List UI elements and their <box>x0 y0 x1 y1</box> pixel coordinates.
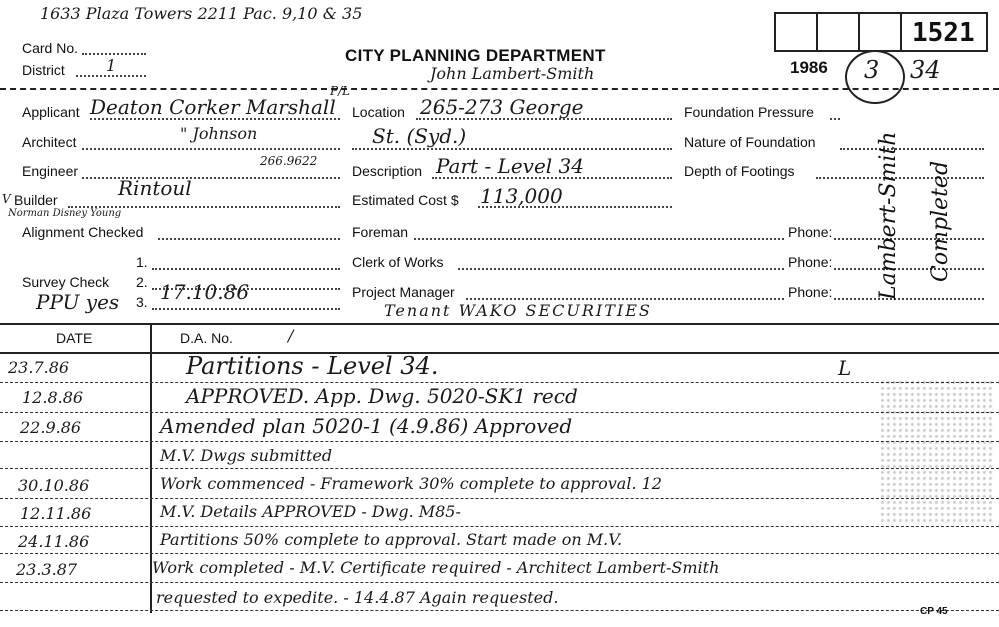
survey-date: 17.10.86 <box>160 280 250 304</box>
tenant-value: Tenant WAKO SECURITIES <box>384 301 652 320</box>
survey-3: 3. <box>136 294 148 310</box>
estimated-cost-label: Estimated Cost $ <box>352 192 459 208</box>
nature-foundation-line <box>840 148 984 150</box>
location-value-2: St. (Syd.) <box>372 124 467 148</box>
log-row-line <box>0 610 999 611</box>
district-line <box>76 75 146 77</box>
survey-3-line <box>152 308 340 310</box>
alignment-label: Alignment Checked <box>22 224 144 240</box>
log-row-line <box>0 412 999 413</box>
da-value: / <box>288 326 294 345</box>
card-no-label: Card No. <box>22 40 79 56</box>
title-handwriting: John Lambert-Smith <box>430 64 595 83</box>
location-line-2 <box>352 148 672 150</box>
log-text: M.V. Details APPROVED - Dwg. M85- <box>160 502 461 521</box>
log-text: Amended plan 5020-1 (4.9.86) Approved <box>160 414 573 438</box>
clerk-phone-line <box>834 268 984 270</box>
year-label: 1986 <box>790 58 828 77</box>
log-row-line <box>0 468 999 469</box>
builder-note: Norman Disney Young <box>8 208 122 219</box>
log-row-line <box>0 441 999 442</box>
clerk-phone-label: Phone: <box>788 254 833 270</box>
log-row-line <box>0 526 999 527</box>
district-value: 1 <box>106 56 117 75</box>
survey-1: 1. <box>136 254 148 270</box>
clerk-line <box>458 268 784 270</box>
vertical-note-2: Completed <box>928 160 953 282</box>
location-value: 265-273 George <box>420 95 584 119</box>
foreman-label: Foreman <box>352 224 409 240</box>
builder-prefix: V <box>2 192 11 206</box>
applicant-note: P/L <box>330 84 351 98</box>
log-row-line <box>0 382 999 383</box>
log-date: 12.11.86 <box>20 504 92 523</box>
log-row-line <box>0 498 999 499</box>
log-text: Work completed - M.V. Certificate required - Architect Lambert-Smith <box>152 558 720 577</box>
log-text: Work commenced - Framework 30% complete to approval. 12 <box>160 474 662 493</box>
scan-smudge <box>880 380 995 525</box>
log-text: M.V. Dwgs submitted <box>160 446 333 465</box>
survey-note: PPU yes <box>36 290 120 314</box>
log-header-rule <box>0 352 999 354</box>
form-code: CP 45 <box>920 606 948 617</box>
log-date: 12.8.86 <box>22 388 84 407</box>
log-date: 24.11.86 <box>18 532 90 551</box>
alignment-line <box>158 238 340 240</box>
builder-label: Builder <box>14 192 58 208</box>
foundation-pressure-line <box>830 118 840 120</box>
top-scribble: 1633 Plaza Towers 2211 Pac. 9,10 & 35 <box>40 4 363 23</box>
survey-label: Survey Check <box>22 274 110 290</box>
log-date: 22.9.86 <box>20 418 82 437</box>
builder-value: Rintoul <box>118 176 192 200</box>
applicant-label: Applicant <box>22 104 80 120</box>
location-label: Location <box>352 104 405 120</box>
log-row-line <box>0 582 999 583</box>
architect-label: Architect <box>22 134 77 150</box>
log-text: Partitions 50% complete to approval. Start made on M.V. <box>160 530 623 549</box>
pm-line <box>466 298 784 300</box>
card-number: 1521 <box>912 18 975 48</box>
page-title: CITY PLANNING DEPARTMENT <box>345 46 606 65</box>
log-text: Partitions - Level 34. <box>186 352 439 380</box>
depth-footings-label: Depth of Footings <box>684 163 795 179</box>
log-text: requested to expedite. - 14.4.87 Again requested. <box>156 588 559 607</box>
log-date: 23.3.87 <box>16 560 78 579</box>
applicant-value: Deaton Corker Marshall <box>90 95 336 119</box>
description-label: Description <box>352 163 423 179</box>
vertical-note-1: Lambert-Smith <box>876 131 901 300</box>
survey-2: 2. <box>136 274 148 290</box>
card-no-line <box>82 53 146 55</box>
estimated-cost-value: 113,000 <box>480 184 563 208</box>
district-label: District <box>22 62 65 78</box>
log-date: 30.10.86 <box>18 476 90 495</box>
pm-phone-label: Phone: <box>788 284 833 300</box>
engineer-value: 266.9622 <box>260 154 318 168</box>
foundation-pressure-label: Foundation Pressure <box>684 104 814 120</box>
log-date: 23.7.86 <box>8 358 70 377</box>
header-separator <box>0 88 999 90</box>
nature-foundation-label: Nature of Foundation <box>684 134 816 150</box>
pm-phone-line <box>834 298 984 300</box>
circled-mark-value: 3 <box>864 56 880 84</box>
log-text: APPROVED. App. Dwg. 5020-SK1 recd <box>186 384 578 408</box>
clerk-label: Clerk of Works <box>352 254 444 270</box>
circled-mark-suffix: 34 <box>910 56 941 84</box>
da-header: D.A. No. <box>180 330 233 346</box>
date-header: DATE <box>56 330 93 346</box>
architect-line <box>82 148 340 150</box>
description-value: Part - Level 34 <box>436 154 585 178</box>
pm-label: Project Manager <box>352 284 455 300</box>
log-row-line <box>0 553 999 554</box>
survey-1-line <box>152 268 340 270</box>
foreman-phone-line <box>834 238 984 240</box>
foreman-phone-label: Phone: <box>788 224 833 240</box>
engineer-label: Engineer <box>22 163 79 179</box>
architect-value: " Johnson <box>180 124 258 143</box>
foreman-line <box>414 238 784 240</box>
corner-mark: L <box>838 356 852 380</box>
